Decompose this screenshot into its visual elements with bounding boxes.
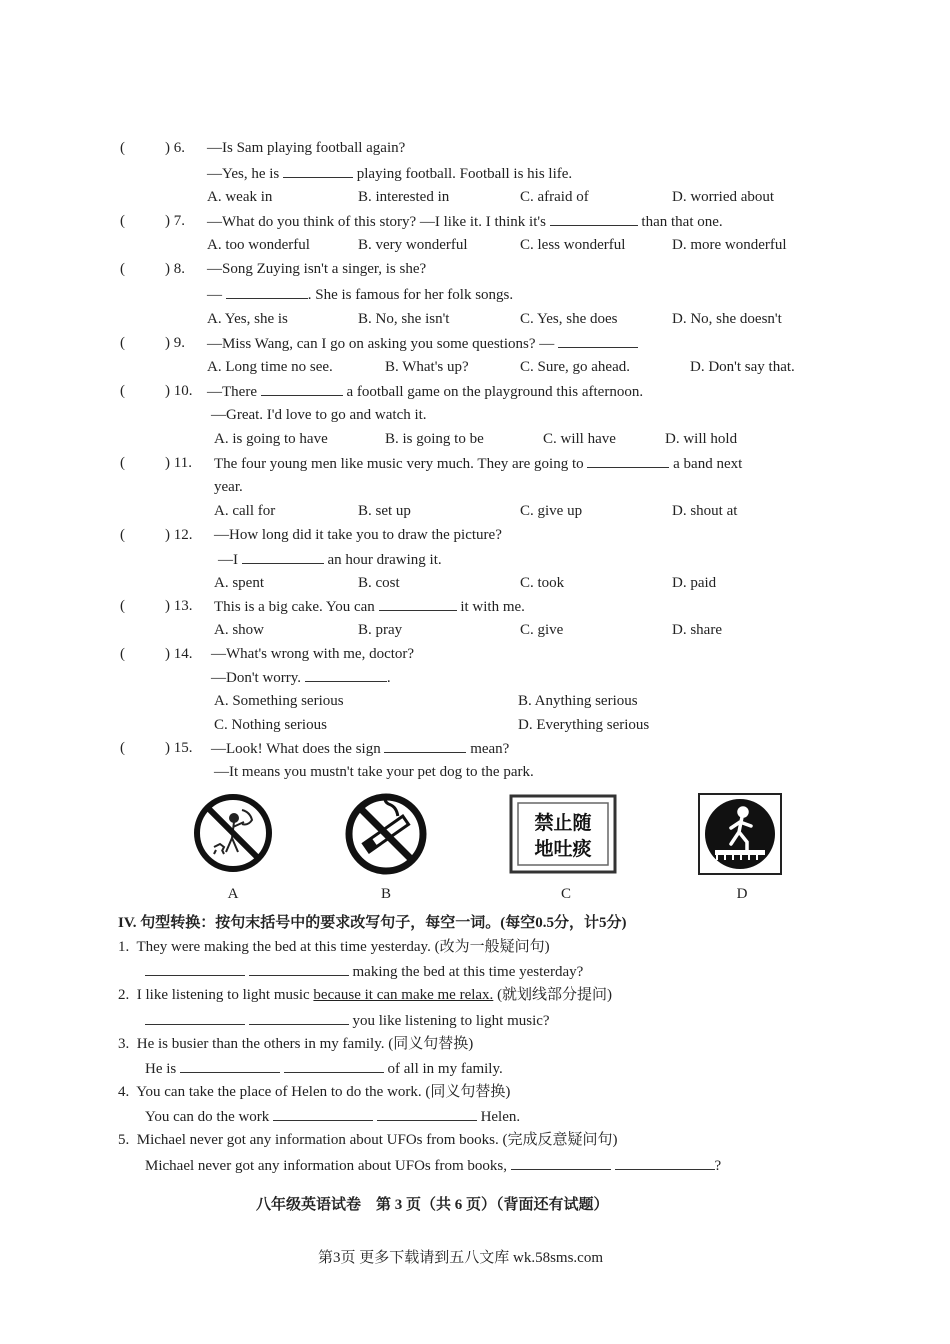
download-note: 第3页 更多下载请到五八文库 wk.58sms.com [318,1250,604,1266]
answer-bracket[interactable]: ( [120,646,125,662]
answer-blank[interactable] [305,667,387,682]
answer-blank[interactable] [283,163,353,178]
answer-blank[interactable] [377,1106,477,1121]
question-text: —How long did it take you to draw the picture? [214,527,502,543]
option-a: A. Long time no see. [207,359,333,375]
sign-label-c: C [560,886,571,902]
option-b: B. cost [358,575,400,591]
transform-answer-4: You can do the work Helen. [145,1106,520,1127]
question-text: —Song Zuying isn't a singer, is she? [207,261,427,277]
sign-label-a: A [227,886,239,902]
option-a: A. is going to have [214,431,328,447]
answer-blank[interactable] [511,1155,611,1170]
question-number: ) 15. [165,740,193,756]
sign-label-b: B [380,886,391,902]
question-text: This is a big cake. You can it with me. [214,596,525,617]
option-d: D. more wonderful [672,237,787,253]
option-c: C. Yes, she does [520,311,618,327]
sign-label-d: D [736,886,748,902]
option-a: A. too wonderful [207,237,310,253]
option-c: C. afraid of [520,189,589,205]
transform-question-2: 2. I like listening to light music because it can make me relax. (就划线部分提问) [118,987,613,1003]
option-b: B. No, she isn't [358,311,450,327]
answer-bracket[interactable]: ( [120,213,125,229]
question-number: ) 11. [165,455,192,471]
option-a: A. spent [214,575,264,591]
answer-blank[interactable] [180,1058,280,1073]
answer-blank[interactable] [145,961,245,976]
question-text: — . She is famous for her folk songs. [207,284,513,305]
answer-bracket[interactable]: ( [120,383,125,399]
question-text: —Is Sam playing football again? [207,140,406,156]
question-number: ) 13. [165,598,193,614]
question-number: ) 7. [165,213,185,229]
question-text: The four young men like music very much. They are going to a band next [214,453,742,474]
option-d: D. Don't say that. [690,359,795,375]
option-d: D. paid [672,575,717,591]
question-number: ) 10. [165,383,193,399]
answer-blank[interactable] [284,1058,384,1073]
option-d: D. No, she doesn't [672,311,782,327]
no-smoking-sign-icon[interactable] [344,792,428,876]
no-dogs-sign-icon[interactable] [192,792,274,874]
transform-question-3: 3. He is busier than the others in my family. (同义句替换) [118,1036,474,1052]
question-text: —What do you think of this story? —I like it. I think it's than that one. [207,211,723,232]
transform-answer-5: Michael never got any information about UFOs from books, ? [145,1155,721,1176]
option-d: D. Everything serious [518,717,650,733]
answer-blank[interactable] [242,549,324,564]
option-b: B. very wonderful [358,237,468,253]
answer-bracket[interactable]: ( [120,740,125,756]
answer-bracket[interactable]: ( [120,598,125,614]
answer-blank[interactable] [379,596,457,611]
question-text: —It means you mustn't take your pet dog to the park. [214,764,534,780]
answer-blank[interactable] [249,961,349,976]
answer-blank[interactable] [587,453,669,468]
option-c: C. give [520,622,564,638]
option-c: C. took [520,575,565,591]
option-c: C. Sure, go ahead. [520,359,630,375]
option-c: C. Nothing serious [214,717,327,733]
option-a: A. weak in [207,189,273,205]
question-number: ) 14. [165,646,193,662]
transform-answer-3: He is of all in my family. [145,1058,503,1079]
transform-question-4: 4. You can take the place of Helen to do the work. (同义句替换) [118,1084,511,1100]
answer-blank[interactable] [550,211,638,226]
transform-question-5: 5. Michael never got any information about UFOs from books. (完成反意疑问句) [118,1132,618,1148]
keep-off-grass-sign-icon[interactable] [697,792,783,876]
option-a: A. Yes, she is [207,311,288,327]
question-text: —Don't worry. . [211,667,391,688]
option-b: B. set up [358,503,411,519]
sign-c-text-line2: 地吐痰 [534,838,592,860]
answer-blank[interactable] [384,738,466,753]
answer-bracket[interactable]: ( [120,261,125,277]
question-text: —Great. I'd love to go and watch it. [211,407,427,423]
option-d: D. will hold [665,431,738,447]
transform-question-1: 1. They were making the bed at this time yesterday. (改为一般疑问句) [118,939,550,955]
option-b: B. pray [358,622,403,638]
question-text: —There a football game on the playground this afternoon. [207,381,643,402]
answer-blank[interactable] [273,1106,373,1121]
option-c: C. will have [543,431,616,447]
option-a: A. Something serious [214,693,344,709]
option-a: A. show [214,622,265,638]
option-d: D. shout at [672,503,738,519]
option-a: A. call for [214,503,276,519]
option-d: D. share [672,622,722,638]
answer-blank[interactable] [249,1010,349,1025]
answer-bracket[interactable]: ( [120,140,125,156]
question-text: —What's wrong with me, doctor? [211,646,415,662]
question-number: ) 6. [165,140,185,156]
question-text: —Yes, he is playing football. Football is his life. [207,163,572,184]
option-b: B. Anything serious [518,693,638,709]
answer-blank[interactable] [261,381,343,396]
answer-bracket[interactable]: ( [120,335,125,351]
answer-blank[interactable] [145,1010,245,1025]
section-title: IV. 句型转换：按句末括号中的要求改写句子，每空一词。(每空0.5分，计5分) [118,915,627,931]
option-c: C. less wonderful [520,237,626,253]
answer-bracket[interactable]: ( [120,527,125,543]
answer-blank[interactable] [226,284,308,299]
option-c: C. give up [520,503,583,519]
question-number: ) 12. [165,527,193,543]
question-text: —Look! What does the sign mean? [211,738,509,759]
option-b: B. is going to be [385,431,484,447]
page-footer: 八年级英语试卷 第 3 页（共 6 页）（背面还有试题） [256,1197,609,1213]
option-d: D. worried about [672,189,775,205]
option-b: B. interested in [358,189,450,205]
question-text: —I an hour drawing it. [218,549,442,570]
transform-answer-1: making the bed at this time yesterday? [145,961,583,982]
question-number: ) 8. [165,261,185,277]
answer-blank[interactable] [615,1155,715,1170]
option-b: B. What's up? [385,359,469,375]
answer-blank[interactable] [558,333,638,348]
sign-c-text-line1: 禁止随 [534,812,592,834]
question-text: —Miss Wang, can I go on asking you some questions? — [207,333,638,354]
question-text: year. [214,479,243,495]
question-number: ) 9. [165,335,185,351]
transform-answer-2: you like listening to light music? [145,1010,550,1031]
no-spitting-sign-icon[interactable] [508,793,618,875]
answer-bracket[interactable]: ( [120,455,125,471]
